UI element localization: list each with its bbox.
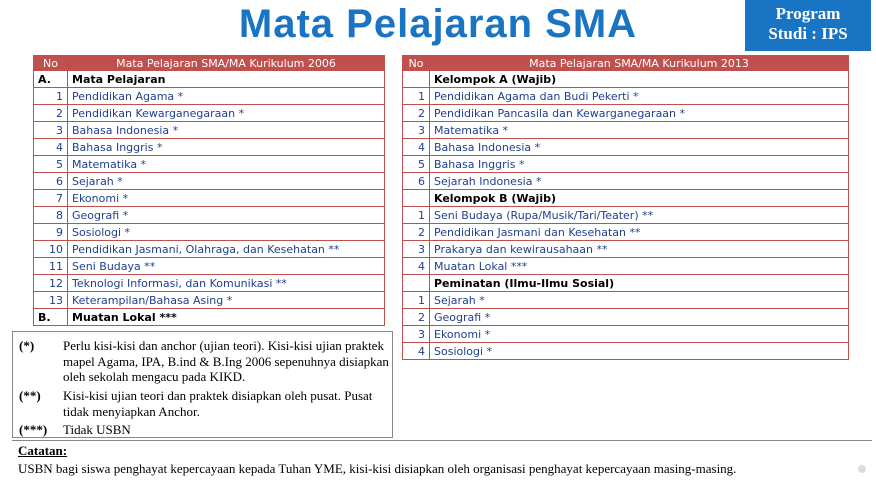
group-label: Muatan Lokal ***: [68, 309, 385, 326]
subject-name: Ekonomi *: [430, 326, 849, 343]
note-mark: (*): [19, 338, 35, 353]
row-number: 4: [403, 258, 430, 275]
subject-name: Teknologi Informasi, dan Komunikasi **: [68, 275, 385, 292]
catatan-label: Catatan:: [18, 443, 68, 458]
program-badge: [745, 0, 871, 51]
page-title: Mata Pelajaran SMA: [238, 2, 638, 46]
subject-name: Geografi *: [68, 207, 385, 224]
row-number: 3: [34, 122, 68, 139]
header-subject: Mata Pelajaran SMA/MA Kurikulum 2006: [68, 56, 385, 71]
subject-name: Seni Budaya **: [68, 258, 385, 275]
table-row: [34, 88, 385, 105]
table-row: [34, 105, 385, 122]
group-row: [34, 71, 385, 88]
subject-name: Muatan Lokal ***: [430, 258, 849, 275]
group-label: Kelompok A (Wajib): [430, 71, 849, 88]
subject-name: Sejarah Indonesia *: [430, 173, 849, 190]
table-header: [403, 56, 849, 71]
notes-box: [12, 331, 393, 438]
row-number: 2: [403, 224, 430, 241]
row-number: 9: [34, 224, 68, 241]
row-number: 1: [34, 88, 68, 105]
table-row: [403, 88, 849, 105]
table-row: [34, 207, 385, 224]
table-row: [403, 139, 849, 156]
header-no: No: [403, 56, 430, 71]
table-row: [403, 156, 849, 173]
subject-name: Sosiologi *: [430, 343, 849, 360]
badge-line-1: Program: [775, 4, 841, 23]
table-row: [403, 241, 849, 258]
row-number: 3: [403, 122, 430, 139]
row-number: 1: [403, 88, 430, 105]
header-no: No: [34, 56, 68, 71]
subject-name: Pendidikan Jasmani dan Kesehatan **: [430, 224, 849, 241]
catatan-section: [12, 440, 872, 480]
subject-name: Ekonomi *: [68, 190, 385, 207]
subject-name: Pendidikan Agama *: [68, 88, 385, 105]
subject-name: Pendidikan Pancasila dan Kewarganegaraan *: [430, 105, 849, 122]
table-row: [403, 105, 849, 122]
table-kurikulum-2006: [33, 55, 385, 326]
row-number: 2: [403, 309, 430, 326]
table-row: [403, 122, 849, 139]
note-text: Tidak USBN: [63, 422, 131, 437]
subject-name: Pendidikan Jasmani, Olahraga, dan Kesehatan **: [68, 241, 385, 258]
row-number: 5: [34, 156, 68, 173]
subject-name: Prakarya dan kewirausahaan **: [430, 241, 849, 258]
catatan-text: USBN bagi siswa penghayat kepercayaan kepada Tuhan YME, kisi-kisi disiapkan oleh organisasi penghayat kepercayaan masing-masing.: [18, 461, 737, 476]
subject-name: Geografi *: [430, 309, 849, 326]
group-label: Peminatan (Ilmu-Ilmu Sosial): [430, 275, 849, 292]
subject-name: Keterampilan/Bahasa Asing *: [68, 292, 385, 309]
table-row: [403, 258, 849, 275]
row-number: 2: [403, 105, 430, 122]
subject-name: Sejarah *: [68, 173, 385, 190]
group-code: B.: [34, 309, 68, 326]
note-text: Perlu kisi-kisi dan anchor (ujian teori). Kisi-kisi ujian praktek mapel Agama, IPA, B.ind & B.Ing 2006 sepenuhnya disiapkan oleh sekolah mengacu pada KIKD.: [63, 338, 389, 384]
note-mark: (***): [19, 422, 48, 437]
subject-name: Bahasa Inggris *: [68, 139, 385, 156]
group-spacer: [403, 190, 430, 207]
row-number: 4: [403, 139, 430, 156]
table-row: [34, 241, 385, 258]
table-row: [403, 207, 849, 224]
group-spacer: [403, 71, 430, 88]
group-row: [403, 190, 849, 207]
row-number: 8: [34, 207, 68, 224]
subject-name: Matematika *: [68, 156, 385, 173]
group-label: Kelompok B (Wajib): [430, 190, 849, 207]
subject-name: Pendidikan Agama dan Budi Pekerti *: [430, 88, 849, 105]
group-code: A.: [34, 71, 68, 88]
subject-name: Bahasa Indonesia *: [430, 139, 849, 156]
note-mark: (**): [19, 388, 41, 403]
row-number: 5: [403, 156, 430, 173]
table-row: [34, 292, 385, 309]
row-number: 2: [34, 105, 68, 122]
table-kurikulum-2013: [402, 55, 849, 360]
table-row: [34, 190, 385, 207]
row-number: 7: [34, 190, 68, 207]
row-number: 4: [34, 139, 68, 156]
table-row: [34, 275, 385, 292]
page-dot-icon: [858, 465, 866, 473]
group-spacer: [403, 275, 430, 292]
table-row: [34, 173, 385, 190]
badge-line-2: Studi : IPS: [768, 24, 848, 43]
group-label: Mata Pelajaran: [68, 71, 385, 88]
group-row: [403, 71, 849, 88]
note-text: Kisi-kisi ujian teori dan praktek disiapkan oleh pusat. Pusat tidak menyiapkan Anchor.: [63, 388, 373, 419]
table-row: [403, 343, 849, 360]
subject-name: Bahasa Inggris *: [430, 156, 849, 173]
table-row: [34, 224, 385, 241]
subject-name: Sejarah *: [430, 292, 849, 309]
row-number: 3: [403, 326, 430, 343]
table-header: [34, 56, 385, 71]
row-number: 6: [34, 173, 68, 190]
table-row: [34, 258, 385, 275]
table-row: [34, 122, 385, 139]
table-row: [34, 156, 385, 173]
table-row: [403, 326, 849, 343]
group-row: [34, 309, 385, 326]
row-number: 10: [34, 241, 68, 258]
row-number: 1: [403, 292, 430, 309]
row-number: 1: [403, 207, 430, 224]
subject-name: Pendidikan Kewarganegaraan *: [68, 105, 385, 122]
table-row: [403, 292, 849, 309]
table-row: [403, 173, 849, 190]
row-number: 6: [403, 173, 430, 190]
row-number: 12: [34, 275, 68, 292]
subject-name: Sosiologi *: [68, 224, 385, 241]
row-number: 11: [34, 258, 68, 275]
table-row: [403, 309, 849, 326]
subject-name: Seni Budaya (Rupa/Musik/Tari/Teater) **: [430, 207, 849, 224]
group-row: [403, 275, 849, 292]
subject-name: Bahasa Indonesia *: [68, 122, 385, 139]
subject-name: Matematika *: [430, 122, 849, 139]
row-number: 4: [403, 343, 430, 360]
header-subject: Mata Pelajaran SMA/MA Kurikulum 2013: [430, 56, 849, 71]
table-row: [34, 139, 385, 156]
row-number: 3: [403, 241, 430, 258]
table-row: [403, 224, 849, 241]
row-number: 13: [34, 292, 68, 309]
